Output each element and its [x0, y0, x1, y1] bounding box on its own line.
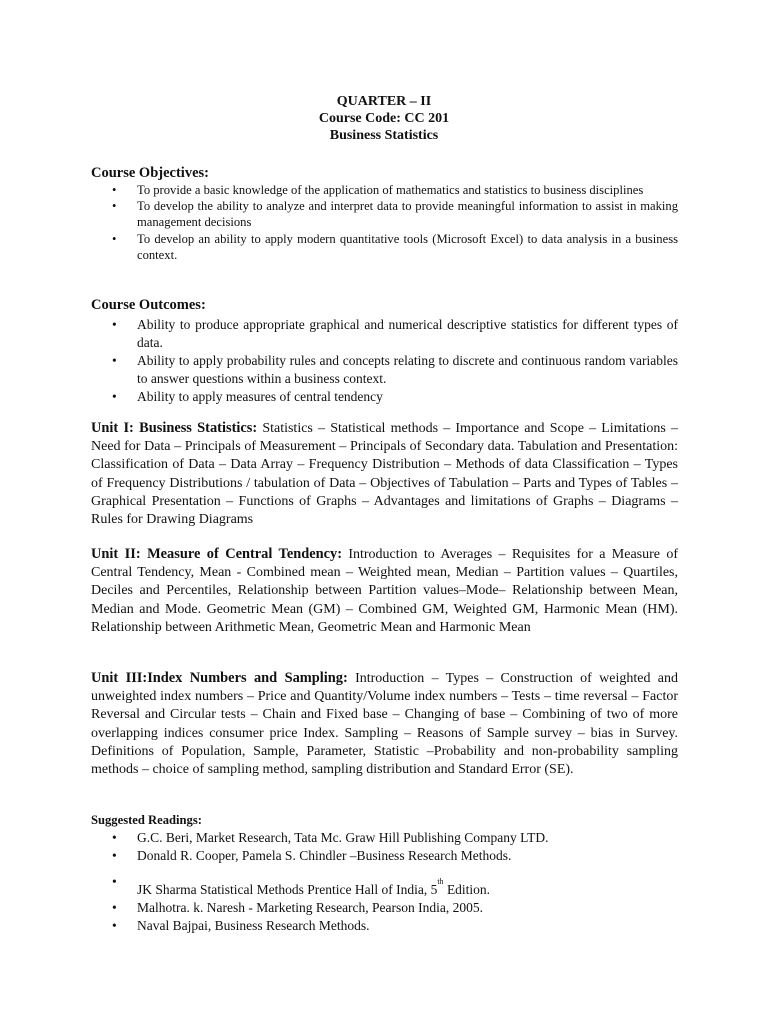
reading-text: JK Sharma Statistical Methods Prentice Hall of India, 5 — [137, 882, 438, 897]
outcomes-title: Course Outcomes: — [91, 297, 206, 313]
reading-text-end: Edition. — [443, 882, 491, 897]
list-item: • G.C. Beri, Market Research, Tata Mc. Graw Hill Publishing Company LTD. — [110, 829, 678, 847]
outcomes-list — [110, 316, 678, 406]
list-item: • Ability to apply measures of central tendency — [110, 388, 678, 406]
unit-1-heading: Unit I: Business Statistics: — [91, 420, 258, 436]
readings-title: Suggested Readings: — [91, 813, 202, 827]
list-item: • To develop the ability to analyze and interpret data to provide meaningful information to assist in making management decisions — [110, 198, 678, 230]
objectives-list — [110, 182, 678, 263]
course-code: Course Code: CC 201 — [318, 111, 450, 126]
unit-2-text: Introduction to Averages – Requisites for a Measure of Central Tendency, Mean - Combined mean – Weighted mean, Median – Partition values – Quartiles, Deciles and Percentiles, Relationship between Partition values–Mode– Relationship between Mean, Median and Mode. Geometric Mean (GM) – Combined GM, Weighted GM, Harmonic Mean (HM). Relationship between Arithmetic Mean, Geometric Mean and Harmonic Mean — [91, 547, 678, 635]
unit-1-paragraph — [91, 419, 678, 529]
list-item: • To develop an ability to apply modern quantitative tools (Microsoft Excel) to data analysis in a business context. — [110, 231, 678, 263]
document-header — [0, 93, 768, 144]
list-item: • Naval Bajpai, Business Research Methods. — [110, 917, 678, 935]
list-item: • Malhotra. k. Naresh - Marketing Research, Pearson India, 2005. — [110, 899, 678, 917]
ordinal-suffix: th — [437, 877, 444, 886]
list-item: • Ability to apply probability rules and concepts relating to discrete and continuous random variables to answer questions within a business context. — [110, 352, 678, 388]
objectives-title: Course Objectives: — [91, 165, 209, 181]
unit-3-heading: Unit III:Index Numbers and Sampling: — [91, 670, 348, 686]
course-title: Business Statistics — [329, 128, 439, 143]
list-item: • Ability to produce appropriate graphical and numerical descriptive statistics for different types of data. — [110, 316, 678, 352]
unit-2-paragraph — [91, 545, 678, 637]
unit-1-text: Statistics – Statistical methods – Importance and Scope – Limitations – Need for Data – Principals of Measurement – Principals of Secondary data. Tabulation and Presentation: Classification of Data – Data Array – Frequency Distribution – Methods of data Classification – Types of Frequency Distributions / tabulation of Data – Objectives of Tabulation – Parts and Types of Tables – Graphical Presentation – Functions of Graphs – Advantages and limitations of Graphs – Diagrams – Rules for Drawing Diagrams — [91, 421, 678, 528]
readings-list — [110, 829, 678, 935]
unit-3-text: Introduction – Types – Construction of weighted and unweighted index numbers – Price and Quantity/Volume index numbers – Tests – time reversal – Factor Reversal and Circular tests – Chain and Fixed base – Changing of base – Combining of two of more overlapping indices consumer price Index. Sampling – Reasons of Sample survey – bias in Survey. Definitions of Population, Sample, Parameter, Statistic –Probability and non-probability sampling methods – choice of sampling method, sampling distribution and Standard Error (SE). — [91, 671, 679, 778]
list-item: • Donald R. Cooper, Pamela S. Chindler –Business Research Methods. — [110, 847, 678, 865]
unit-2-heading: Unit II: Measure of Central Tendency: — [91, 546, 342, 562]
quarter-heading: QUARTER – II — [336, 94, 432, 109]
list-item: • To provide a basic knowledge of the application of mathematics and statistics to business disciplines — [110, 182, 678, 198]
list-item — [110, 873, 678, 899]
unit-3-paragraph — [91, 669, 678, 779]
